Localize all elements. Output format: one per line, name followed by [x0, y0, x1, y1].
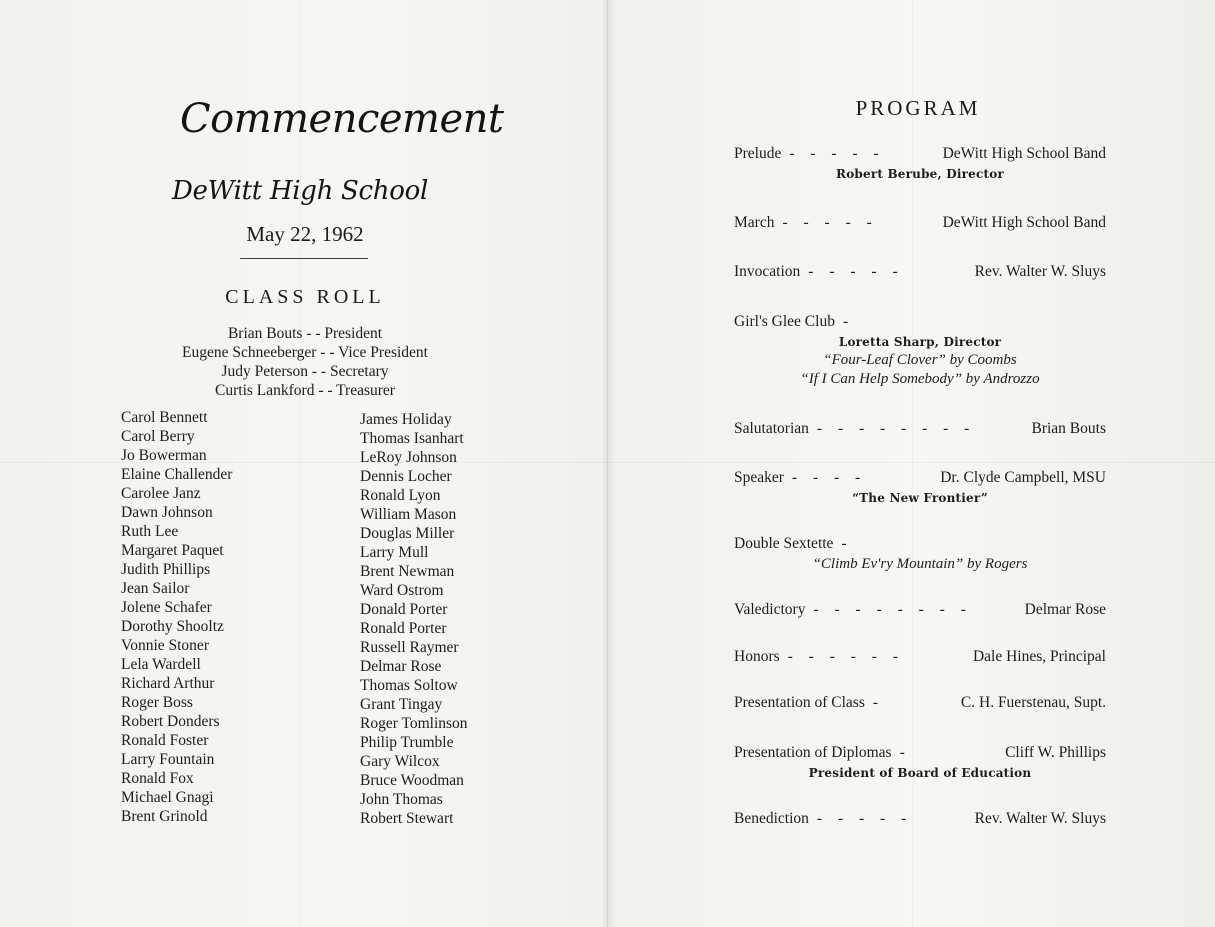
program-item-performer: Brian Bouts — [1031, 420, 1106, 437]
class-member-name: Lela Wardell — [121, 656, 201, 673]
class-roll-heading: CLASS ROLL — [225, 286, 385, 308]
class-member-name: Douglas Miller — [360, 525, 455, 542]
program-item — [734, 214, 1106, 234]
program-item — [734, 648, 1106, 668]
class-member-name: Delmar Rose — [360, 658, 442, 675]
class-member-name: Dennis Locher — [360, 468, 452, 485]
class-member-name: John Thomas — [360, 791, 443, 808]
class-officers — [100, 324, 510, 400]
class-member-name: Jean Sailor — [121, 580, 190, 597]
class-member-name: Bruce Woodman — [360, 772, 464, 789]
program-item-label: Prelude — [734, 145, 782, 162]
class-member-name: Roger Boss — [121, 694, 193, 711]
class-member-name: Grant Tingay — [360, 696, 443, 713]
leader-dashes: - — [841, 535, 853, 552]
class-member-name: LeRoy Johnson — [360, 449, 457, 466]
class-member-name: Gary Wilcox — [360, 753, 440, 770]
program-item — [734, 744, 1106, 782]
program-item — [734, 469, 1106, 507]
class-member-name: Carol Berry — [121, 428, 195, 445]
class-member-name: Michael Gnagi — [121, 789, 214, 806]
fold-line — [912, 0, 913, 927]
class-member-name: Dorothy Shooltz — [121, 618, 224, 635]
class-member-name: Robert Stewart — [360, 810, 454, 827]
program-item — [734, 420, 1106, 440]
song-title: “Climb Ev'ry Mountain” by Rogers — [812, 556, 1028, 572]
class-member-name: Russell Raymer — [360, 639, 459, 656]
class-member-name: Philip Trumble — [360, 734, 454, 751]
class-member-name: Ward Ostrom — [360, 582, 444, 599]
program-item-performer: Rev. Walter W. Sluys — [974, 810, 1106, 827]
program-item-label: Double Sextette — [734, 535, 834, 552]
leader-dashes: - - - - - - - - — [813, 601, 972, 618]
leader-dashes: - - - - — [791, 469, 867, 486]
program-item-label: Presentation of Diplomas — [734, 744, 892, 761]
commencement-title: Commencement — [180, 96, 504, 142]
officer-line: Judy Peterson - - Secretary — [221, 363, 389, 380]
class-member-name: Elaine Challender — [121, 466, 233, 483]
program-item-label: Invocation — [734, 263, 801, 280]
class-member-name: Ronald Lyon — [360, 487, 441, 504]
program-item — [734, 694, 1106, 714]
song-title: “If I Can Help Somebody” by Androzzo — [800, 371, 1040, 387]
class-member-name: Brent Grinold — [121, 808, 208, 825]
class-member-name: Robert Donders — [121, 713, 220, 730]
class-member-name: Larry Mull — [360, 544, 429, 561]
program-item — [734, 145, 1106, 183]
leader-dashes: - — [899, 744, 911, 761]
program-item — [734, 535, 1106, 574]
program-item-performer: DeWitt High School Band — [942, 214, 1106, 231]
program-item-performer: Rev. Walter W. Sluys — [974, 263, 1106, 280]
class-member-name: Ronald Fox — [121, 770, 194, 787]
program-item-label: Presentation of Class — [734, 694, 865, 711]
school-name: DeWitt High School — [172, 176, 428, 206]
program-item-performer: Dale Hines, Principal — [972, 648, 1106, 665]
leader-dashes: - - - - - — [808, 263, 904, 280]
leader-dashes: - - - - - — [816, 810, 913, 827]
class-member-name: Jo Bowerman — [121, 447, 207, 464]
leader-dashes: - - - - - - - - — [816, 420, 976, 437]
program-item-subtitle: President of Board of Education — [808, 766, 1032, 780]
program-item — [734, 263, 1106, 283]
class-member-name: Ruth Lee — [121, 523, 179, 540]
class-member-name: Larry Fountain — [121, 751, 215, 768]
class-member-name: Thomas Soltow — [360, 677, 458, 694]
class-roll-column-2 — [360, 410, 468, 828]
leader-dashes: - — [842, 313, 855, 330]
class-member-name: Ronald Porter — [360, 620, 447, 637]
program-item-subtitle: “The New Frontier” — [852, 491, 988, 505]
leader-dashes: - - - - - — [782, 214, 878, 231]
class-member-name: Carolee Janz — [121, 485, 201, 502]
program-item-label: Benediction — [734, 810, 809, 827]
class-member-name: Donald Porter — [360, 601, 448, 618]
program-item-subtitle: Loretta Sharp, Director — [838, 335, 1002, 349]
class-member-name: Roger Tomlinson — [360, 715, 468, 732]
class-member-name: Vonnie Stoner — [121, 637, 209, 654]
officer-line: Brian Bouts - - President — [227, 325, 383, 342]
class-member-name: Judith Phillips — [121, 561, 211, 578]
ceremony-date: May 22, 1962 — [246, 222, 364, 246]
program-item-label: Speaker — [734, 469, 784, 486]
class-member-name: Carol Bennett — [121, 409, 208, 426]
program-item-performer: DeWitt High School Band — [942, 145, 1106, 162]
song-title: “Four-Leaf Clover” by Coombs — [823, 352, 1017, 368]
class-member-name: Margaret Paquet — [121, 542, 224, 559]
center-fold — [607, 0, 608, 927]
program-item-label: Honors — [734, 648, 780, 665]
program-item-performer: Cliff W. Phillips — [1005, 744, 1106, 761]
program-item-performer: Delmar Rose — [1024, 601, 1106, 618]
leader-dashes: - - - - - - — [787, 648, 904, 665]
class-member-name: Richard Arthur — [121, 675, 215, 692]
program-item-label: March — [734, 214, 775, 231]
program-item-subtitle: Robert Berube, Director — [836, 167, 1004, 181]
class-member-name: Thomas Isanhart — [360, 430, 464, 447]
class-member-name: Ronald Foster — [121, 732, 209, 749]
program-item-performer: C. H. Fuerstenau, Supt. — [960, 694, 1106, 711]
leader-dashes: - — [872, 694, 885, 711]
program-item — [734, 313, 1106, 389]
leader-dashes: - - - - - — [789, 145, 885, 162]
program-item-performer: Dr. Clyde Campbell, MSU — [940, 469, 1106, 486]
program-item — [734, 810, 1106, 830]
class-roll-column-1 — [121, 408, 232, 826]
program-item-label: Salutatorian — [734, 420, 809, 437]
program-item-label: Girl's Glee Club — [734, 313, 835, 330]
class-member-name: James Holiday — [360, 411, 452, 428]
program-item — [734, 601, 1106, 621]
officer-line: Curtis Lankford - - Treasurer — [215, 382, 395, 399]
program-item-label: Valedictory — [734, 601, 806, 618]
divider — [240, 258, 368, 259]
class-member-name: Brent Newman — [360, 563, 455, 580]
class-member-name: Jolene Schafer — [121, 599, 212, 616]
program-heading: PROGRAM — [855, 96, 981, 120]
officer-line: Eugene Schneeberger - - Vice President — [182, 344, 428, 361]
class-member-name: Dawn Johnson — [121, 504, 213, 521]
class-member-name: William Mason — [360, 506, 457, 523]
